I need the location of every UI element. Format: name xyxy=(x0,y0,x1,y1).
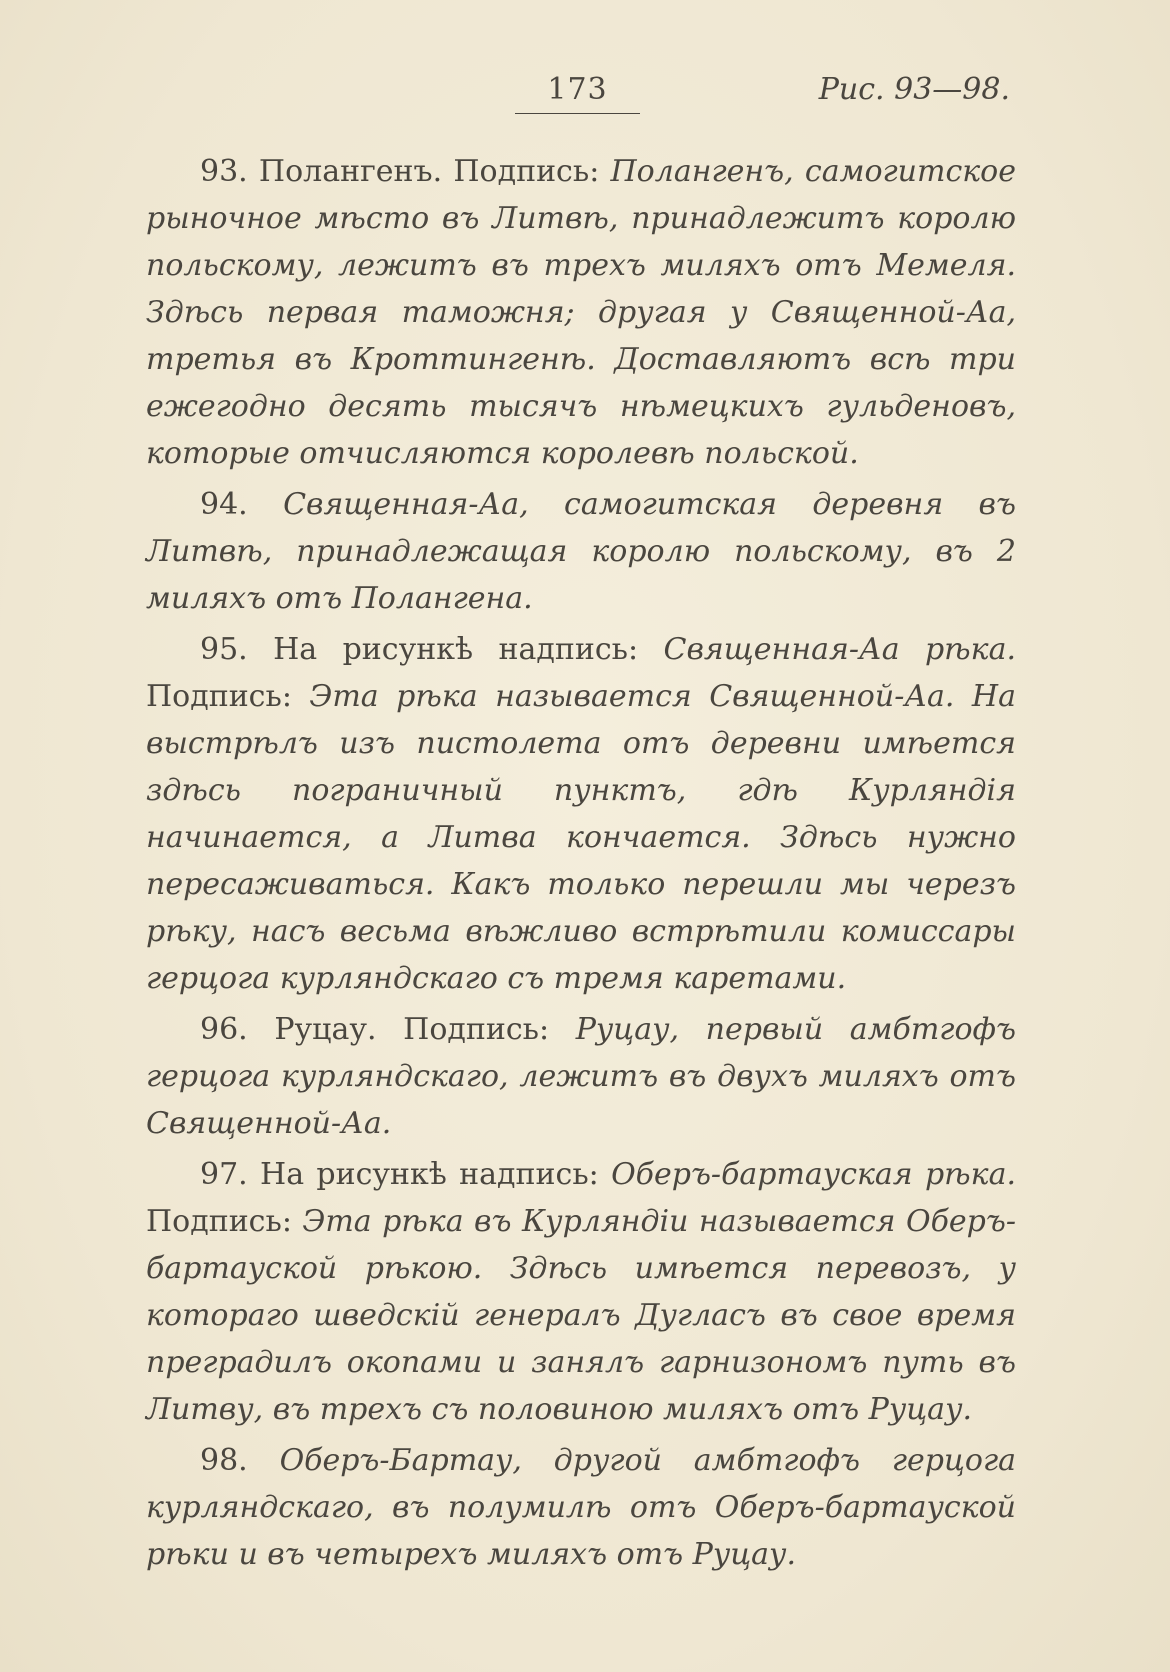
entry-93 xyxy=(146,148,1016,477)
entry-number: 98. xyxy=(200,1443,248,1478)
entry-lead-2: Подпись: xyxy=(146,679,292,714)
entry-inscription: Священная-Аа рѣка. xyxy=(663,632,1016,667)
entry-lead-2: Подпись: xyxy=(146,1204,292,1239)
header-rule xyxy=(515,113,640,114)
entry-caption: Эта рѣка въ Курляндіи называется Оберъ-бартауской рѣкою. Здѣсь имѣется перевозъ, у котораго шведскій генералъ Дугласъ въ свое время преградилъ окопами и занялъ гарнизономъ путь въ Литву, въ трехъ съ половиною миляхъ отъ Руцау. xyxy=(146,1204,1016,1427)
entry-caption: Полангенъ, самогитское рыночное мѣсто въ Литвѣ, принадлежитъ королю польскому, лежитъ въ трехъ миляхъ отъ Мемеля. Здѣсь первая таможня; другая у Священной-Аа, третья въ Кроттингенѣ. Доставляютъ всѣ три ежегодно десять тысячъ нѣмецкихъ гульденовъ, которые отчисляются королевѣ польской. xyxy=(146,154,1016,471)
page-number: 173 xyxy=(547,72,608,107)
entry-number: 94. xyxy=(200,487,248,522)
entry-inscription: Оберъ-бартауская рѣка. xyxy=(611,1157,1016,1192)
entry-96 xyxy=(146,1006,1016,1147)
entry-number: 96. xyxy=(200,1012,248,1047)
entry-95 xyxy=(146,626,1016,1002)
entry-lead: Полангенъ. Подпись: xyxy=(258,154,600,189)
entry-caption: Оберъ-Бартау, другой амбтгофъ герцога курляндскаго, въ полумилѣ отъ Оберъ-бартауской рѣки и въ четырехъ миляхъ отъ Руцау. xyxy=(146,1443,1016,1572)
entry-94 xyxy=(146,481,1016,622)
entry-caption: Руцау, первый амбтгофъ герцога курляндскаго, лежитъ въ двухъ миляхъ отъ Священной-Аа. xyxy=(146,1012,1016,1141)
entry-caption: Священная-Аа, самогитская деревня въ Литвѣ, принадлежащая королю польскому, въ 2 миляхъ отъ Полангена. xyxy=(146,487,1016,616)
entry-lead: Руцау. Подпись: xyxy=(274,1012,550,1047)
entry-lead: На рисункѣ надпись: xyxy=(273,632,639,667)
running-head: Рис. 93—98. xyxy=(818,72,1010,107)
entry-97 xyxy=(146,1151,1016,1433)
entry-caption: Эта рѣка называется Священной-Аа. На выстрѣлъ изъ пистолета отъ деревни имѣется здѣсь пограничный пунктъ, гдѣ Курляндія начинается, а Литва кончается. Здѣсь нужно пересаживаться. Какъ только перешли мы черезъ рѣку, насъ весьма вѣжливо встрѣтили комиссары герцога курляндскаго съ тремя каретами. xyxy=(146,679,1016,996)
main-text xyxy=(146,148,1016,1582)
entry-98 xyxy=(146,1437,1016,1578)
entry-number: 95. xyxy=(200,632,248,667)
entry-number: 93. xyxy=(200,154,248,189)
entry-lead: На рисункѣ надпись: xyxy=(260,1157,599,1192)
entry-number: 97. xyxy=(200,1157,248,1192)
